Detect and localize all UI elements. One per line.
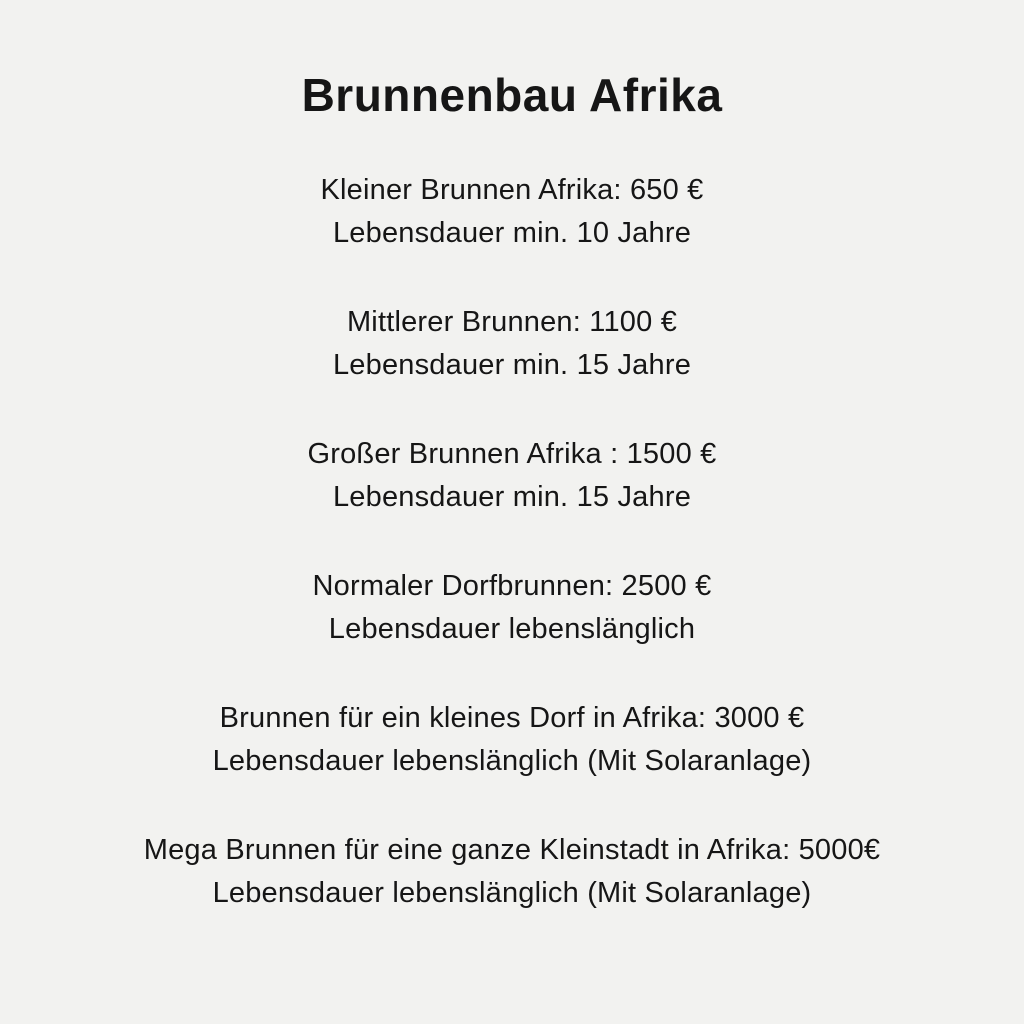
list-item (144, 829, 880, 915)
price-list (144, 169, 880, 915)
item-detail-line: Lebensdauer min. 15 Jahre (332, 349, 692, 382)
item-detail-line: Lebensdauer lebenslänglich (328, 613, 696, 646)
page-title: Brunnenbau Afrika (301, 69, 723, 121)
item-detail-line: Lebensdauer min. 10 Jahre (332, 217, 692, 250)
item-price-line: Kleiner Brunnen Afrika: 650 € (320, 174, 704, 207)
item-price-line: Mega Brunnen für eine ganze Kleinstadt in Afrika: 5000€ (143, 834, 881, 867)
item-detail-line: Lebensdauer lebenslänglich (Mit Solaranlage) (212, 745, 812, 778)
item-detail-line: Lebensdauer lebenslänglich (Mit Solaranlage) (212, 877, 812, 910)
list-item (144, 169, 880, 255)
item-price-line: Mittlerer Brunnen: 1100 € (346, 306, 678, 339)
list-item (144, 433, 880, 519)
item-price-line: Normaler Dorfbrunnen: 2500 € (312, 570, 712, 603)
item-price-line: Brunnen für ein kleines Dorf in Afrika: 3000 € (219, 702, 805, 735)
list-item (144, 301, 880, 387)
item-price-line: Großer Brunnen Afrika : 1500 € (307, 438, 717, 471)
item-detail-line: Lebensdauer min. 15 Jahre (332, 481, 692, 514)
list-item (144, 697, 880, 783)
list-item (144, 565, 880, 651)
